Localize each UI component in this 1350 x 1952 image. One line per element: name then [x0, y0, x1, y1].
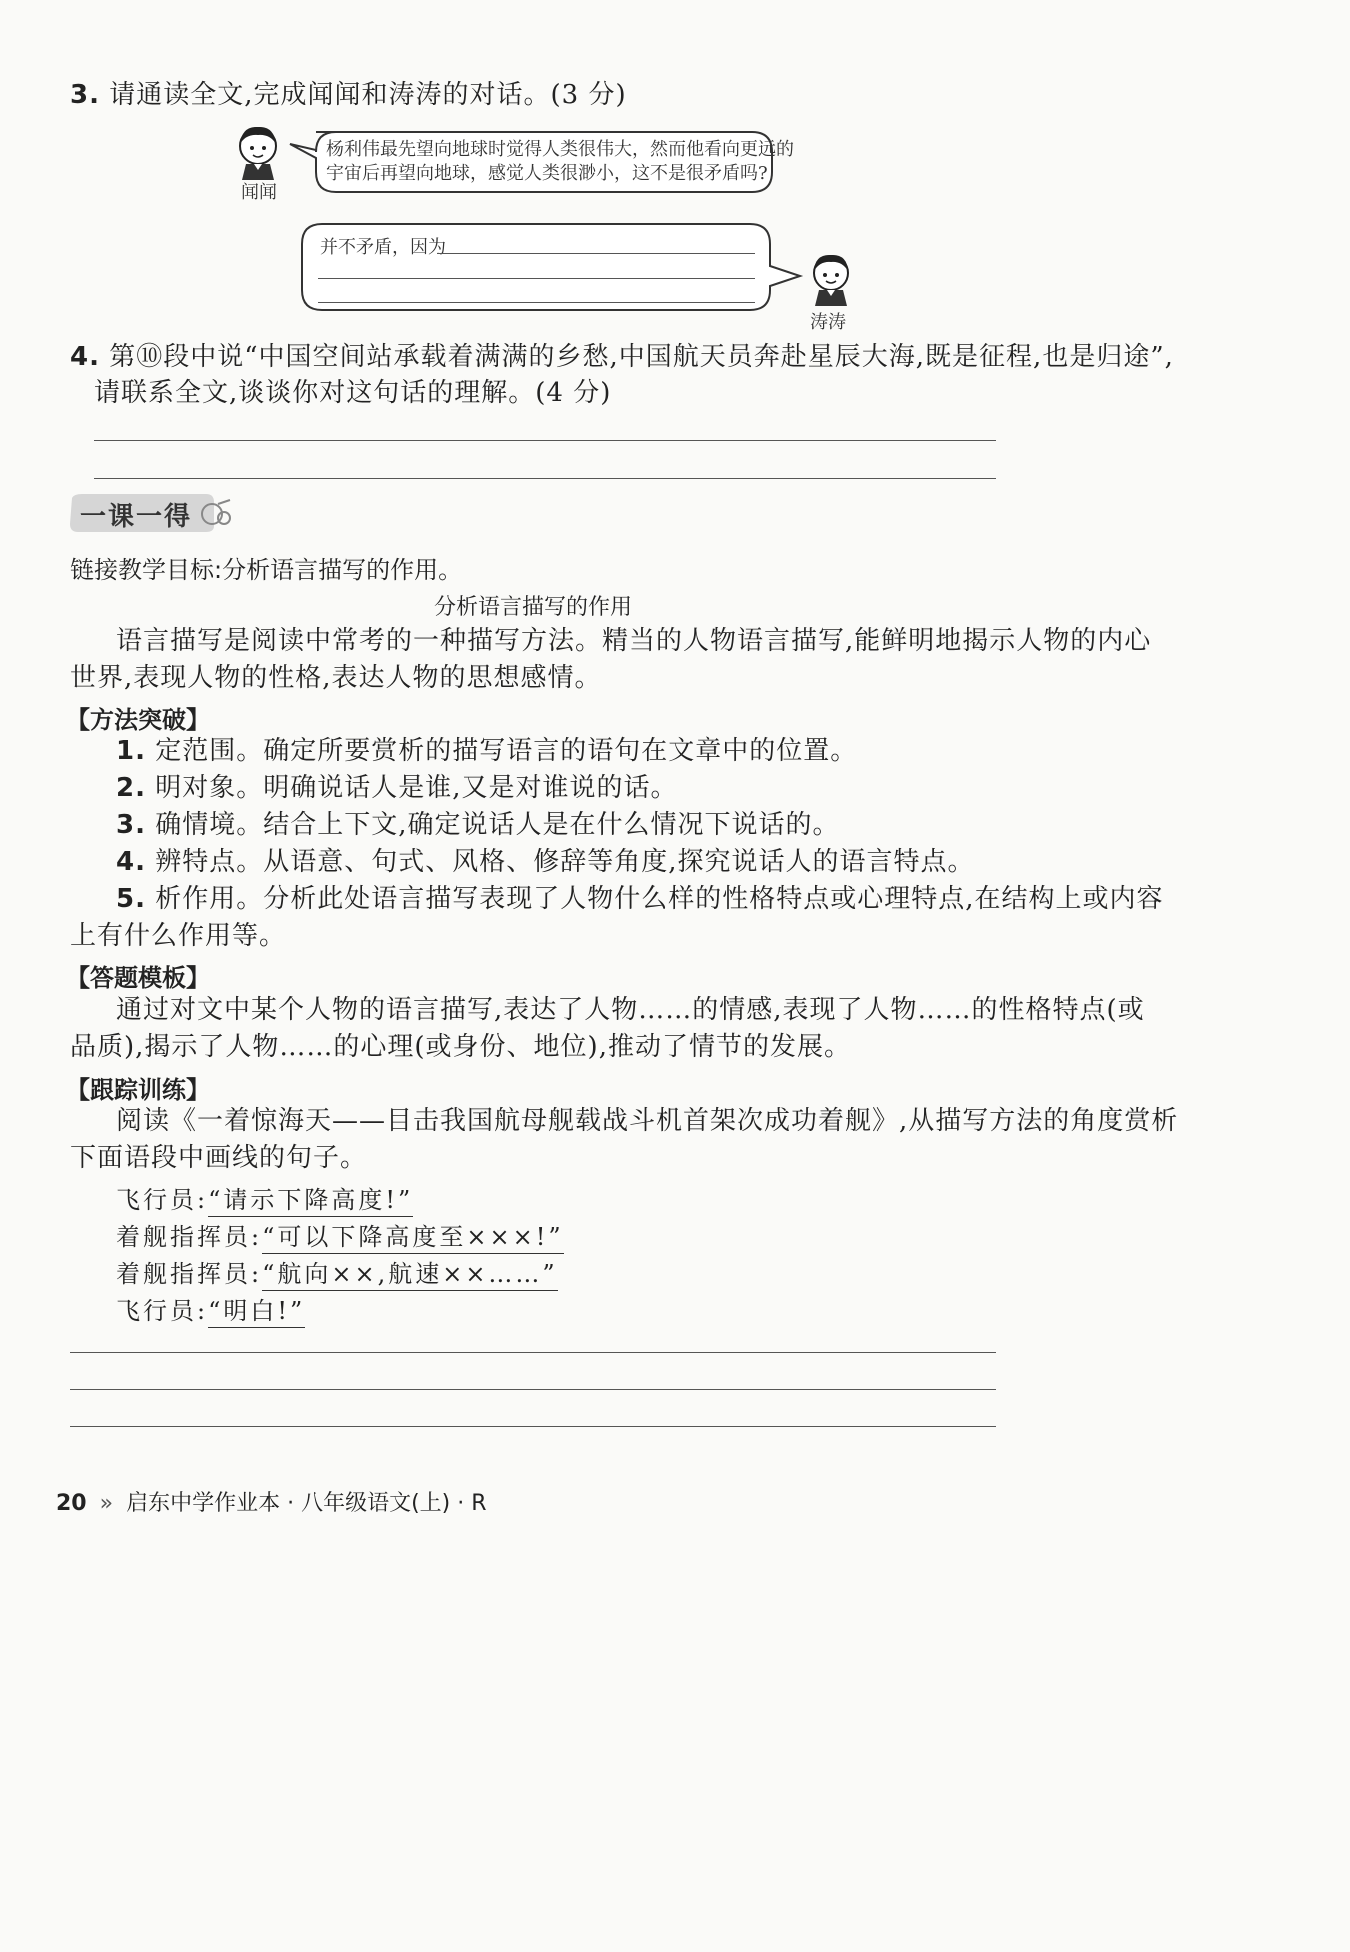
taotao-name: 涛涛	[810, 312, 846, 333]
answer-line[interactable]	[318, 302, 755, 303]
dialog-quote: “明白!”	[208, 1297, 305, 1328]
dialog-speaker: 着舰指挥员:	[116, 1260, 263, 1288]
question-text: 第⑩段中说“中国空间站承载着满满的乡愁,中国航天员奔赴星辰大海,既是征程,也是归途”,	[109, 342, 1174, 372]
method-item-cont: 上有什么作用等。	[70, 921, 287, 951]
wenwen-speech-line: 宇宙后再望向地球，感觉人类很渺小，这不是很矛盾吗?	[326, 163, 768, 184]
intro-line: 世界,表现人物的性格,表达人物的思想感情。	[70, 663, 602, 693]
method-text: 定范围。确定所要赏析的描写语言的语句在文章中的位置。	[155, 736, 858, 766]
dialog-line	[116, 1217, 564, 1252]
answer-line[interactable]	[94, 478, 996, 479]
method-heading: 【方法突破】	[66, 706, 210, 734]
template-line: 通过对文中某个人物的语言描写,表达了人物……的情感,表现了人物……的性格特点(或	[116, 995, 1145, 1025]
practice-heading: 【跟踪训练】	[66, 1076, 210, 1104]
dialog-quote: “航向××,航速××……”	[262, 1260, 558, 1291]
method-text: 确情境。结合上下文,确定说话人是在什么情况下说话的。	[155, 810, 840, 840]
intro-line: 语言描写是阅读中常考的一种描写方法。精当的人物语言描写,能鲜明地揭示人物的内心	[116, 626, 1152, 656]
method-number: 4.	[116, 847, 146, 877]
section-banner	[68, 492, 238, 534]
answer-line[interactable]	[318, 278, 755, 279]
question-number: 3.	[70, 80, 100, 110]
question-number: 4.	[70, 342, 100, 372]
dialog-line	[116, 1180, 413, 1215]
dialog-speaker: 飞行员:	[116, 1297, 209, 1325]
wenwen-name: 闻闻	[241, 182, 277, 203]
question-3	[70, 72, 627, 118]
method-number: 5.	[116, 884, 146, 914]
answer-line[interactable]	[94, 440, 996, 441]
practice-line: 下面语段中画线的句子。	[70, 1143, 368, 1173]
dialog-quote: “请示下降高度!”	[208, 1186, 413, 1217]
answer-line[interactable]	[437, 253, 755, 254]
wenwen-speech-line: 杨利伟最先望向地球时觉得人类很伟大，然而他看向更远的	[326, 139, 794, 160]
wenwen-avatar-icon	[232, 122, 284, 180]
book-title: 启东中学作业本 · 八年级语文(上) · R	[126, 1491, 487, 1516]
method-number: 2.	[116, 773, 146, 803]
dialog-quote: “可以下降高度至×××!”	[262, 1223, 564, 1254]
practice-line: 阅读《一着惊海天——目击我国航母舰载战斗机首架次成功着舰》,从描写方法的角度赏析	[116, 1106, 1179, 1136]
dialog-speaker: 着舰指挥员:	[116, 1223, 263, 1251]
method-text: 析作用。分析此处语言描写表现了人物什么样的性格特点或心理特点,在结构上或内容	[155, 884, 1164, 914]
template-line: 品质),揭示了人物……的心理(或身份、地位),推动了情节的发展。	[70, 1032, 851, 1062]
method-number: 3.	[116, 810, 146, 840]
chevron-right-icon: »	[99, 1491, 114, 1516]
taotao-avatar-icon	[806, 250, 856, 306]
banner-title: 一课一得	[80, 502, 193, 532]
page-number: 20	[56, 1491, 87, 1516]
answer-line[interactable]	[70, 1389, 996, 1390]
method-number: 1.	[116, 736, 146, 766]
answer-line[interactable]	[70, 1352, 996, 1353]
method-text: 明对象。明确说话人是谁,又是对谁说的话。	[155, 773, 678, 803]
dialog-line	[116, 1254, 558, 1289]
dialog-speaker: 飞行员:	[116, 1186, 209, 1214]
dialog-line	[116, 1291, 305, 1326]
wenwen-speech	[326, 138, 794, 186]
question-4-cont: 请联系全文,谈谈你对这句话的理解。(4 分)	[94, 378, 612, 408]
section-title: 分析语言描写的作用	[433, 595, 632, 620]
template-heading: 【答题模板】	[66, 964, 210, 992]
page-footer	[56, 1486, 487, 1517]
question-text: 请通读全文,完成闻闻和涛涛的对话。(3 分)	[109, 80, 627, 110]
answer-line[interactable]	[70, 1426, 996, 1427]
teaching-goal: 链接教学目标:分析语言描写的作用。	[70, 556, 463, 584]
taotao-speech-prefix: 并不矛盾，因为	[320, 237, 446, 258]
method-text: 辨特点。从语意、句式、风格、修辞等角度,探究说话人的语言特点。	[155, 847, 975, 877]
